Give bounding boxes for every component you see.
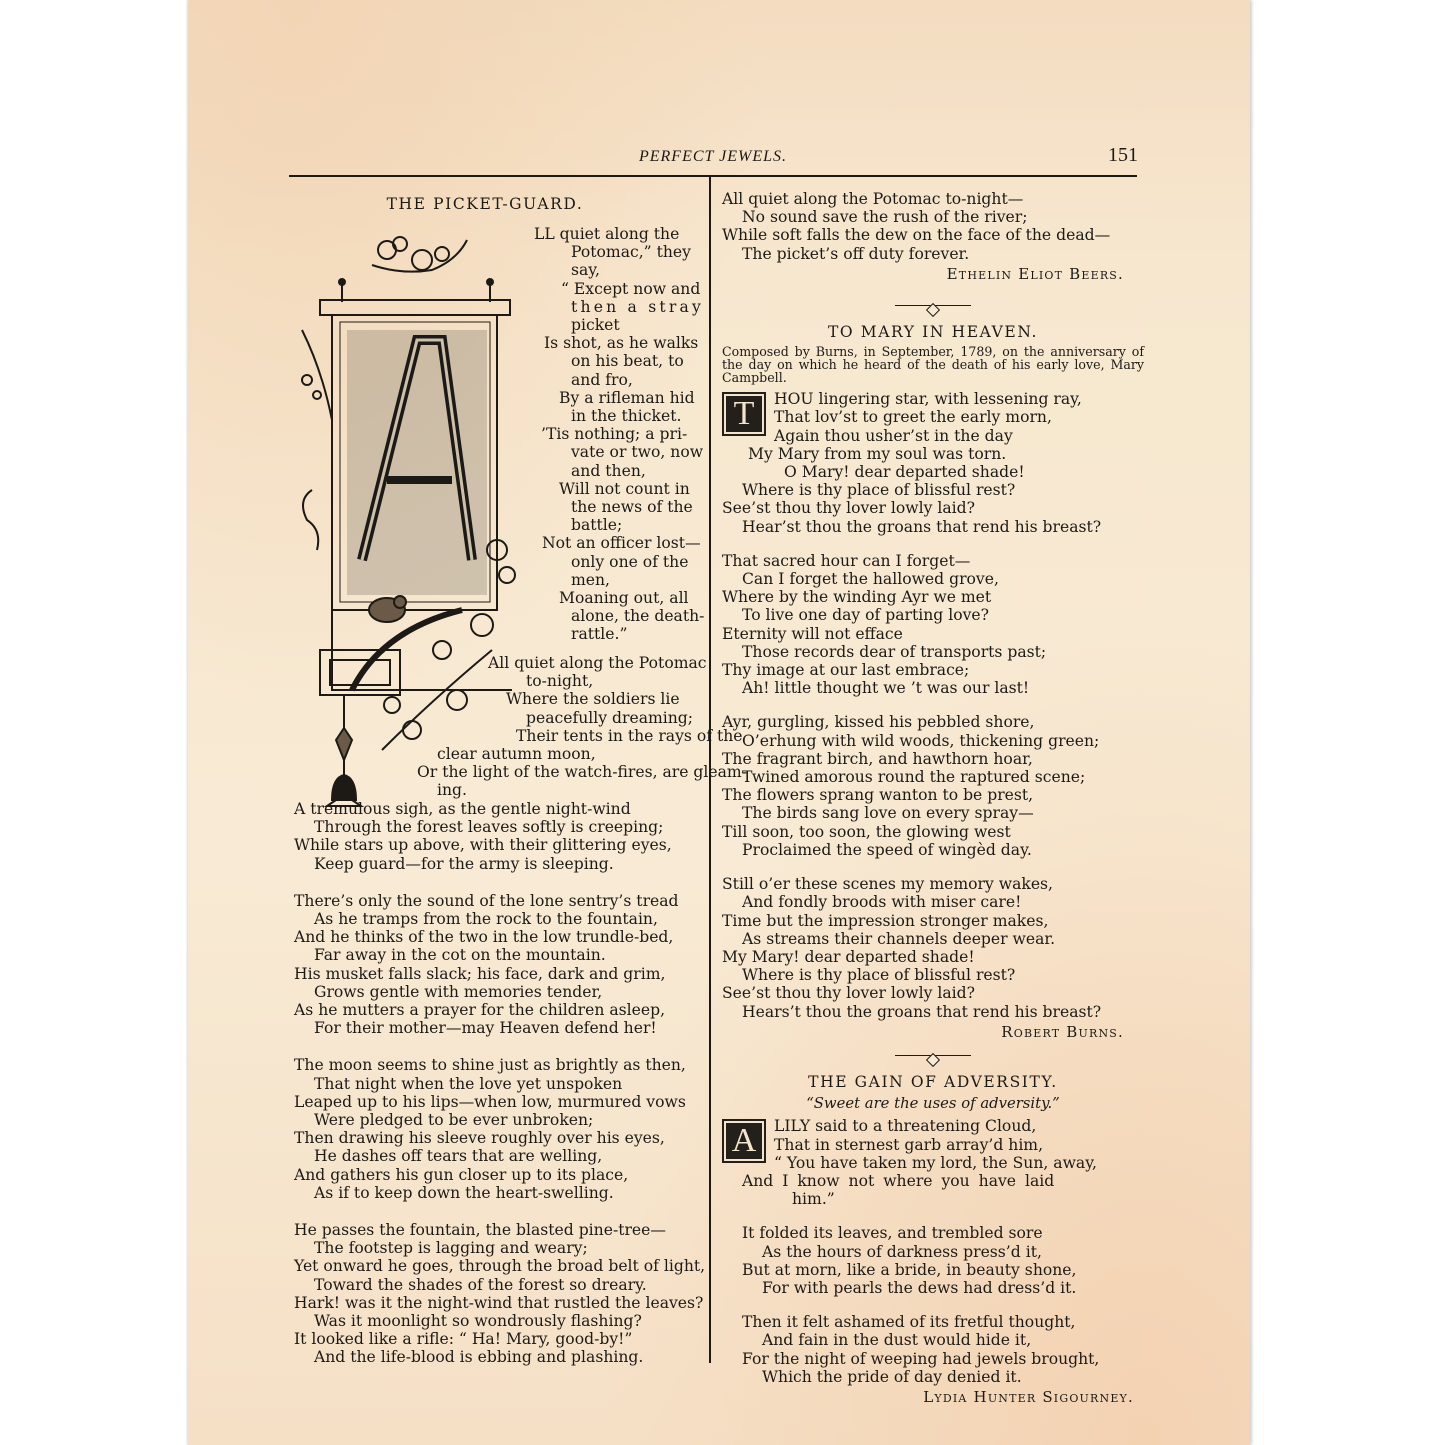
poem-line: Time but the impression stronger makes, [722, 911, 1049, 930]
poem-line: Was it moonlight so wondrously flashing? [314, 1312, 642, 1331]
page-number: 151 [1108, 144, 1138, 166]
poem-line: See’st thou thy lover lowly laid? [722, 499, 976, 518]
poem-line: He dashes off tears that are welling, [314, 1147, 603, 1166]
poem-line: That sacred hour can I forget— [722, 551, 971, 570]
poem-line: His musket falls slack; his face, dark and grim, [294, 964, 666, 983]
diamond-ornament-icon [926, 303, 940, 317]
poem-line: and then, [571, 461, 646, 480]
poem-line: Toward the shades of the forest so dreary. [314, 1275, 647, 1294]
picket-guard-stanza-3 [294, 892, 714, 1038]
poem-line: And fain in the dust would hide it, [762, 1331, 1032, 1350]
poem-line: By a rifleman hid [559, 388, 695, 407]
poem-line: Twined amorous round the raptured scene; [742, 768, 1086, 787]
poem-headnote: Composed by Burns, in September, 1789, on the anniversary of the day on which he heard of the death of his early love, Mary Campbell. [722, 344, 1144, 386]
poem-title-picket-guard: THE PICKET-GUARD. [386, 195, 584, 213]
poem-line: As he tramps from the rock to the fountain, [314, 910, 658, 929]
picket-guard-body [294, 800, 714, 1367]
poem-line: rattle.” [571, 625, 628, 644]
mary-stanza-1 [722, 390, 1144, 536]
picket-guard-stanza-5 [294, 1221, 714, 1367]
poem-line: My Mary! dear departed shade! [722, 947, 975, 966]
poem-line: And the life-blood is ebbing and plashing. [314, 1348, 644, 1367]
poem-line: Then it felt ashamed of its fretful thought, [742, 1313, 1076, 1332]
poem-line: only one of the [571, 552, 689, 571]
picket-guard-stanza-2-continued [386, 745, 747, 800]
poem-line: men, [571, 570, 611, 589]
book-page [188, 0, 1250, 1445]
poem-line: to-night, [526, 672, 594, 691]
poem-line: Keep guard—for the army is sleeping. [314, 854, 614, 873]
poem-line: For their mother—may Heaven defend her! [314, 1019, 657, 1038]
poem-line: Then drawing his sleeve roughly over his eyes, [294, 1129, 665, 1148]
picket-guard-stanza-2-tail [294, 800, 714, 873]
poem-line: And fondly broods with miser care! [742, 893, 1022, 912]
poem-line: Can I forget the hallowed grove, [742, 570, 999, 589]
poem-line: ing. [437, 781, 467, 800]
mary-stanza-2 [722, 552, 1144, 698]
poem-line: Through the forest leaves softly is creeping; [314, 818, 664, 837]
section-divider-ornament [722, 297, 1144, 313]
adversity-stanza-3 [722, 1313, 1144, 1386]
poem-line: ’Tis nothing; a pri- [541, 425, 688, 444]
poem-line: The picket’s off duty forever. [742, 244, 970, 263]
poem-line: Eternity will not efface [722, 624, 903, 643]
poem-title-gain-of-adversity: THE GAIN OF ADVERSITY. [808, 1072, 1058, 1091]
poem-line: Far away in the cot on the mountain. [314, 946, 606, 965]
poem-line: Were pledged to be ever unbroken; [314, 1111, 594, 1130]
right-column [722, 190, 1144, 1406]
poem-line: There’s only the sound of the lone sentry’s tread [294, 891, 679, 910]
poem-line: Or the light of the watch-fires, are gleam- [417, 763, 747, 782]
poem-line: Till soon, too soon, the glowing west [722, 822, 1011, 841]
poem-line: Hears’t thou the groans that rend his breast? [742, 1002, 1102, 1021]
poem-line: Where by the winding Ayr we met [722, 588, 992, 607]
poem-line: And I know not where you have laid [742, 1171, 1055, 1190]
poem-line: While soft falls the dew on the face of the dead— [722, 226, 1111, 245]
poem-line: battle; [571, 516, 623, 535]
poem-line: As he mutters a prayer for the children asleep, [294, 1001, 666, 1020]
poem-line: The footstep is lagging and weary; [314, 1239, 588, 1258]
poem-line: While stars up above, with their glittering eyes, [294, 836, 672, 855]
poem-line: As if to keep down the heart-swelling. [314, 1183, 614, 1202]
poem-line: Grows gentle with memories tender, [314, 982, 603, 1001]
poem-line: say, [571, 261, 600, 280]
adversity-stanza-1 [722, 1117, 1144, 1208]
poem-line: Their tents in the rays of the [516, 726, 743, 745]
poem-line: As the hours of darkness press’d it, [762, 1242, 1042, 1261]
poem-line: “ You have taken my lord, the Sun, away, [774, 1153, 1097, 1172]
poem-line: Those records dear of transports past; [742, 642, 1047, 661]
poem-line: All quiet along the Potomac to-night— [722, 190, 1024, 208]
poem-line: All quiet along the Potomac [488, 654, 707, 672]
left-column [292, 195, 708, 213]
poem-line: picket [571, 316, 620, 335]
poem-line: It folded its leaves, and trembled sore [742, 1224, 1043, 1243]
poem-line: But at morn, like a bride, in beauty shone, [742, 1260, 1077, 1279]
poem-line: For with pearls the dews had dress’d it. [762, 1278, 1077, 1297]
poem-line: Again thou usher’st in the day [774, 426, 1013, 445]
section-divider-ornament [722, 1047, 1144, 1063]
poem-line: The flowers sprang wanton to be prest, [722, 786, 1034, 805]
poem-line: LILY said to a threatening Cloud, [774, 1117, 1037, 1136]
picket-guard-stanza-1 [534, 225, 710, 644]
poem-line: A tremulous sigh, as the gentle night-wind [294, 800, 631, 818]
poem-line: him.” [792, 1190, 835, 1209]
dropcap-a: A [722, 1119, 766, 1163]
poem-line: Ah! little thought we ’t was our last! [742, 679, 1030, 698]
running-head [288, 144, 1138, 174]
poem-line: Still o’er these scenes my memory wakes, [722, 875, 1054, 894]
poem-line: See’st thou thy lover lowly laid? [722, 984, 976, 1003]
running-head-title: PERFECT JEWELS. [638, 148, 788, 165]
header-rule [289, 175, 1137, 177]
poem-line: And gathers his gun closer up to its place, [294, 1165, 629, 1184]
poem-line: For the night of weeping had jewels brought, [742, 1349, 1100, 1368]
poem-line: and fro, [571, 370, 633, 389]
poem-line: Leaped up to his lips—when low, murmured vows [294, 1092, 686, 1111]
poem-title-to-mary-in-heaven: TO MARY IN HEAVEN. [827, 323, 1039, 342]
poem-line: O Mary! dear departed shade! [784, 463, 1025, 482]
poem-line: Where the soldiers lie [506, 690, 680, 709]
poem-line: The moon seems to shine just as brightly as then, [294, 1056, 686, 1075]
author-lydia-hunter-sigourney: Lydia Hunter Sigourney. [923, 1387, 1134, 1406]
poem-line: My Mary from my soul was torn. [748, 444, 1007, 463]
poem-line: Not an officer lost— [542, 534, 701, 553]
poem-line: alone, the death- [571, 607, 705, 626]
poem-line: That lov’st to greet the early morn, [774, 408, 1052, 427]
poem-line: on his beat, to [571, 352, 684, 371]
mary-stanza-3 [722, 713, 1144, 859]
poem-line: the news of the [571, 498, 693, 517]
poem-line: Thy image at our last embrace; [722, 661, 970, 680]
poem-line: That in sternest garb array’d him, [774, 1135, 1044, 1154]
poem-line: Ayr, gurgling, kissed his pebbled shore, [722, 713, 1035, 732]
poem-line: The fragrant birch, and hawthorn hoar, [722, 749, 1033, 768]
poem-line: Moaning out, all [559, 589, 689, 608]
poem-line: Where is thy place of blissful rest? [742, 481, 1016, 500]
poem-line: Proclaimed the speed of wingèd day. [742, 840, 1032, 859]
poem-line: As streams their channels deeper wear. [742, 929, 1056, 948]
dropcap-t: T [722, 392, 766, 436]
poem-line: Is shot, as he walks [544, 334, 699, 353]
mary-stanza-4 [722, 875, 1144, 1021]
poem-line: To live one day of parting love? [742, 606, 990, 625]
diamond-ornament-icon [926, 1053, 940, 1067]
poem-line: Hear’st thou the groans that rend his breast? [742, 517, 1102, 536]
poem-line: Where is thy place of blissful rest? [742, 966, 1016, 985]
poem-line: vate or two, now [571, 443, 704, 462]
poem-line: He passes the fountain, the blasted pine-tree— [294, 1221, 666, 1240]
poem-line: Will not count in [559, 479, 690, 498]
poem-line: No sound save the rush of the river; [742, 208, 1028, 227]
adversity-stanza-2 [722, 1224, 1144, 1297]
picket-guard-stanza-2-beside [488, 654, 743, 745]
poem-line: Potomac,” they [571, 243, 691, 262]
poem-line: LL quiet along the [534, 225, 680, 243]
poem-line: clear autumn moon, [437, 745, 596, 763]
poem-line: Hark! was it the night-wind that rustled the leaves? [294, 1293, 704, 1312]
poem-line: “ Except now and [561, 279, 701, 298]
poem-line: then a stray [571, 297, 705, 316]
poem-line: That night when the love yet unspoken [314, 1074, 623, 1093]
picket-guard-stanza-6 [722, 190, 1144, 263]
poem-line: O’erhung with wild woods, thickening green; [742, 731, 1100, 750]
poem-line: Which the pride of day denied it. [762, 1367, 1022, 1386]
poem-line: HOU lingering star, with lessening ray, [774, 390, 1082, 409]
poem-line: Yet onward he goes, through the broad belt of light, [294, 1257, 706, 1276]
poem-line: And he thinks of the two in the low trundle-bed, [294, 928, 674, 947]
picket-guard-stanza-4 [294, 1056, 714, 1202]
poem-epigraph: “Sweet are the uses of adversity.” [806, 1095, 1060, 1113]
poem-line: The birds sang love on every spray— [742, 804, 1034, 823]
poem-line: peacefully dreaming; [526, 708, 694, 727]
author-robert-burns: Robert Burns. [1001, 1022, 1124, 1041]
poem-line: in the thicket. [571, 407, 682, 426]
author-ethelin-eliot-beers: Ethelin Eliot Beers. [946, 264, 1124, 283]
poem-line: It looked like a rifle: “ Ha! Mary, good-by!” [294, 1330, 633, 1349]
